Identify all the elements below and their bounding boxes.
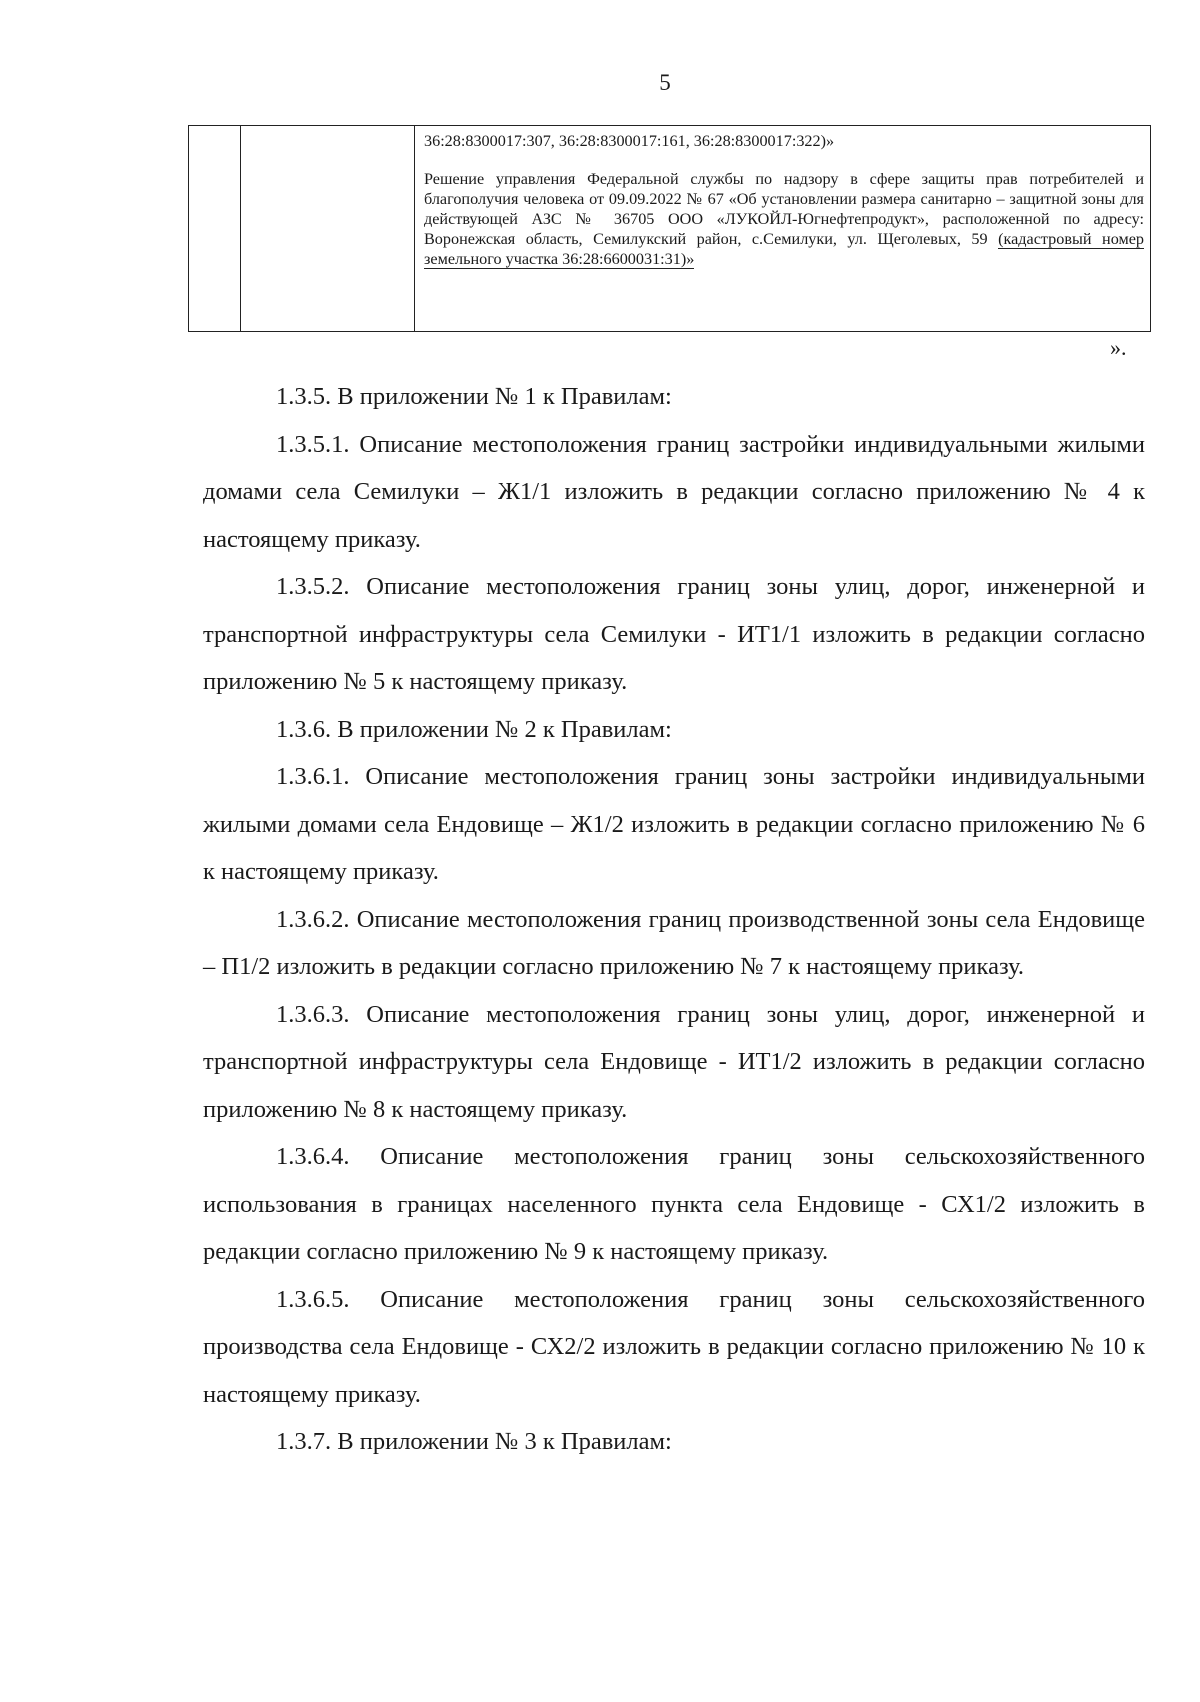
closing-quote: ».: [1110, 335, 1127, 360]
table-cell-documents: [415, 126, 1150, 331]
document-body: [203, 373, 1145, 1466]
paragraph-1-3-6-1: 1.3.6.1. Описание местоположения границ зоны застройки индивидуальными жилыми домами села Ендовище – Ж1/2 изложить в редакции согласно приложению № 6 к настоящему приказу.: [203, 763, 1145, 885]
paragraph-1-3-7: 1.3.7. В приложении № 3 к Правилам:: [276, 1428, 672, 1455]
paragraph-1-3-6: 1.3.6. В приложении № 2 к Правилам:: [276, 715, 672, 743]
zones-table: [188, 125, 1151, 332]
cadastral-number-note: (кадастровый номер земельного участка 36:28:6600031:31)»: [424, 230, 1144, 268]
paragraph-1-3-6-3: 1.3.6.3. Описание местоположения границ зоны улиц, дорог, инженерной и транспортной инфраструктуры села Ендовище - ИТ1/2 изложить в редакции согласно приложению № 8 к настоящему приказу.: [203, 1000, 1145, 1123]
table-cell-number: [189, 126, 241, 331]
cadastral-numbers-line: 36:28:8300017:307, 36:28:8300017:161, 36:28:8300017:322)»: [424, 132, 835, 150]
paragraph-1-3-5-2: 1.3.5.2. Описание местоположения границ зоны улиц, дорог, инженерной и транспортной инфраструктуры села Семилуки - ИТ1/1 изложить в редакции согласно приложению № 5 к настоящему приказу.: [203, 573, 1145, 695]
sanitary-zone-decision: [424, 169, 1144, 269]
paragraph-1-3-6-5: 1.3.6.5. Описание местоположения границ зоны сельскохозяйственного производства села Ендовище - СХ2/2 изложить в редакции согласно приложению № 10 к настоящему приказу.: [203, 1285, 1145, 1408]
decision-text: Решение управления Федеральной службы по надзору в сфере защиты прав потребителей и благополучия человека от 09.09.2022 № 67 «Об установлении размера санитарно – защитной зоны для действующей АЗС № 36705 ООО «ЛУКОЙЛ-Югнефтепродукт», расположенной по адресу: Воронежская область, Семилукский район, с.Семилуки, ул. Щеголевых, 59: [424, 170, 1144, 248]
paragraph-1-3-5: 1.3.5. В приложении № 1 к Правилам:: [276, 383, 672, 410]
paragraph-1-3-6-4: 1.3.6.4. Описание местоположения границ зоны сельскохозяйственного использования в границах населенного пункта села Ендовище - СХ1/2 изложить в редакции согласно приложению № 9 к настоящему приказу.: [203, 1143, 1145, 1265]
table-cell-zone: [241, 126, 415, 331]
paragraph-1-3-5-1: 1.3.5.1. Описание местоположения границ застройки индивидуальными жилыми домами села Семилуки – Ж1/1 изложить в редакции согласно приложению № 4 к настоящему приказу.: [203, 430, 1145, 553]
paragraph-1-3-6-2: 1.3.6.2. Описание местоположения границ производственной зоны села Ендовище – П1/2 изложить в редакции согласно приложению № 7 к настоящему приказу.: [203, 905, 1145, 980]
page-number: 5: [659, 70, 671, 95]
